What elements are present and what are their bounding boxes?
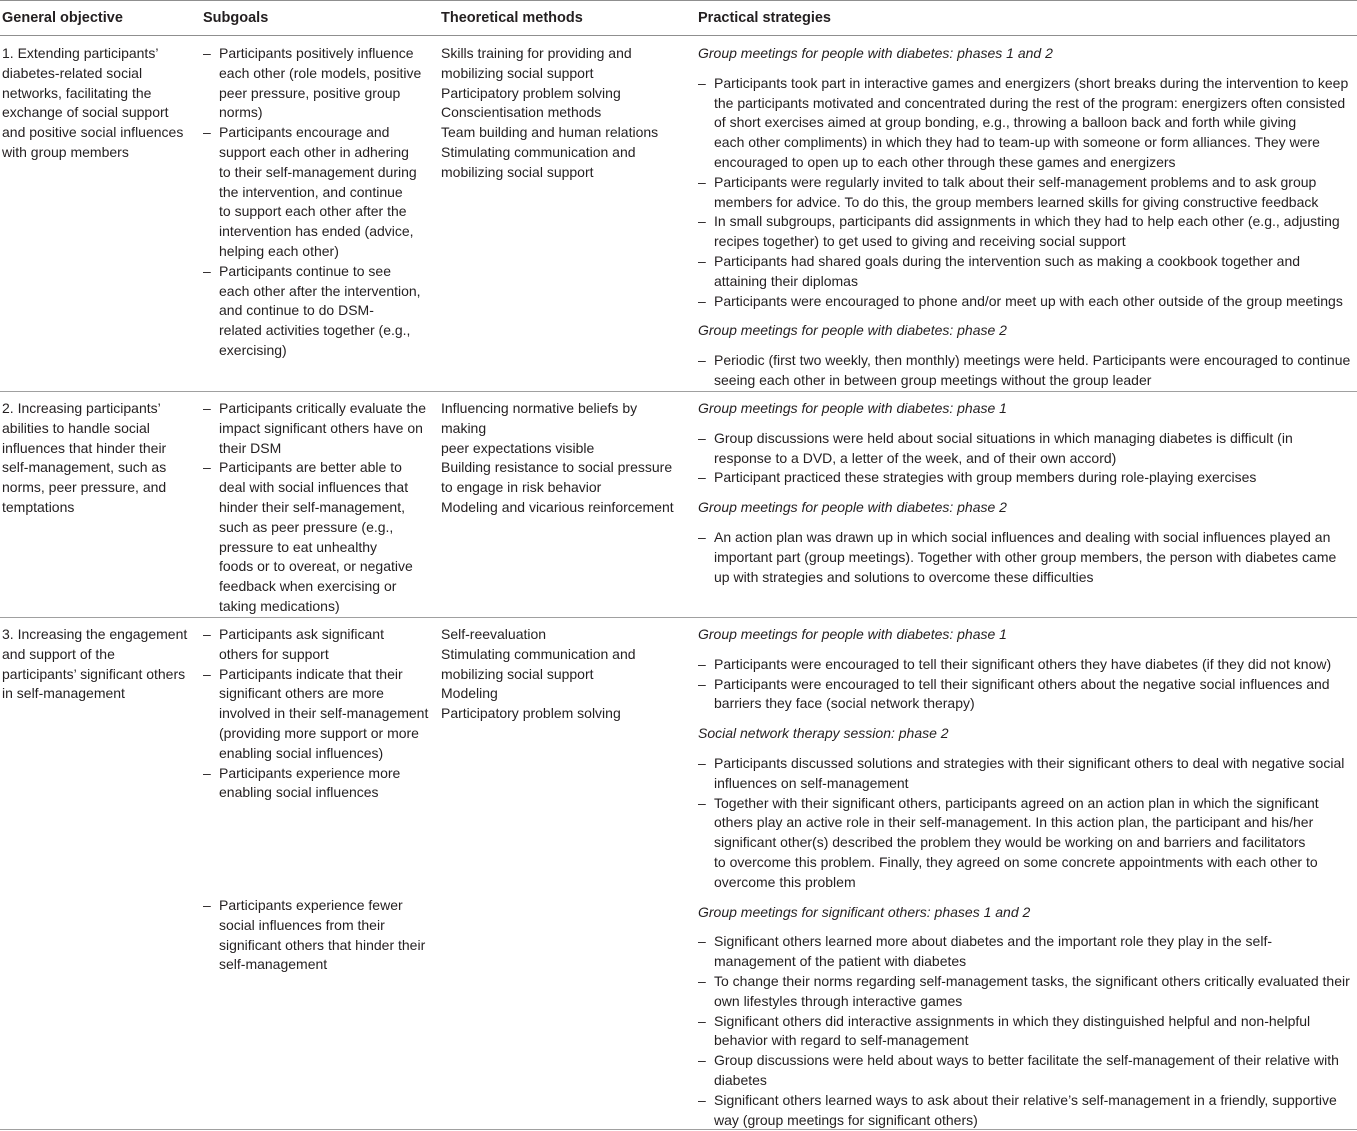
strategy-item [698,932,1357,972]
subgoal-item [203,625,429,665]
text-line: up with strategies and solutions to overcome these difficulties [714,568,1094,585]
subgoal-item [203,896,429,975]
text-line: Stimulating communication and [441,143,636,160]
text-line: attaining their diplomas [714,272,858,289]
section-gap [698,488,1357,498]
strategy-section-title: Group meetings for people with diabetes: phases 1 and 2 [698,45,1053,61]
section-gap [698,714,1357,724]
text-line: Participatory problem solving [441,84,621,101]
methods-cell [441,399,686,518]
strategy-section-title: Group meetings for people with diabetes: phase 1 [698,400,1007,416]
text-line: recipes together) to get used to giving and receiving social support [714,233,1126,250]
text-line: networks, facilitating the [2,84,152,101]
strategy-item [698,1051,1357,1091]
text-line: social influences from their [219,916,385,933]
text-line: Participants were encouraged to phone and/or meet up with each other outside of the group meetings [714,292,1343,309]
text-line: management of the patient with diabetes [714,953,967,970]
text-line: way (group meetings for significant others) [714,1111,978,1128]
text-line: mobilizing social support [441,665,594,682]
text-line: participants’ significant others [2,665,186,682]
text-line: Participants critically evaluate the [219,400,426,416]
text-line: overcome this problem [714,873,856,890]
text-line: involved in their self-management [219,705,429,722]
text-line: Participants positively influence [219,45,414,61]
subgoals-cell [203,399,429,617]
strategy-item [698,351,1357,391]
text-line: pressure to eat unhealthy [219,538,377,555]
strategy-section-title: Group meetings for people with diabetes: phase 1 [698,626,1007,642]
text-line: and positive social influences [2,124,184,141]
text-line: Participants experience more [219,764,401,781]
text-line: each other compliments) in which they had to team-up with someone or form alliances. They were [714,134,1320,151]
text-line: mobilizing social support [441,64,594,81]
text-line: influences on self-management [714,774,909,791]
text-line: mobilizing social support [441,163,594,180]
text-line: foods or to overeat, or negative [219,558,413,575]
text-line: own lifestyles through interactive games [714,992,963,1009]
subgoal-item [203,262,429,361]
objective-cell [2,399,192,518]
subgoal-item [203,399,429,458]
header-general-objective: General objective [2,10,123,26]
strategy-item [698,1012,1357,1052]
text-line: Building resistance to social pressure [441,459,673,476]
text-line: Participants took part in interactive games and energizers (short breaks during the intervention to keep [714,74,1349,91]
text-line: significant other(s) described the problem they would be working on and barriers and facilitators [714,834,1306,851]
text-line: Influencing normative beliefs by making [441,400,638,436]
text-line: self-management, such as [2,459,167,476]
text-line: enabling social influences) [219,744,384,761]
text-line: of short exercises aimed at group bonding, e.g., throwing a balloon back and forth while giving [714,114,1297,131]
text-line: (providing more support or more [219,724,419,741]
text-line: feedback when exercising or [219,578,397,595]
strategy-list [698,754,1357,893]
subgoal-item [203,44,429,123]
text-line: barriers they face (social network therapy) [714,695,975,712]
text-line: Participants are better able to [219,459,402,476]
objective-cell [2,625,192,704]
text-line: Significant others learned more about diabetes and the important role they play in the self- [714,933,1272,950]
text-line: support each other in adhering [219,143,409,160]
text-line: exercising) [219,341,287,358]
text-line: Participants were regularly invited to talk about their self-management problems and to ask group [714,173,1317,190]
strategy-section-title: Group meetings for people with diabetes: phase 2 [698,499,1007,516]
title-gap [698,922,1357,932]
text-line: 3. Increasing the engagement [2,626,188,642]
text-line: impact significant others have on [219,419,423,436]
strategy-section-title: Group meetings for significant others: phases 1 and 2 [698,903,1031,920]
section-gap [698,311,1357,321]
text-line: taking medications) [219,597,340,614]
text-line: such as peer pressure (e.g., [219,518,394,535]
text-line: Participants discussed solutions and strategies with their significant others to deal with negative social [714,754,1345,771]
text-line: to overcome this problem. Finally, they agreed on some concrete appointments with each other to [714,853,1318,870]
text-line: diabetes [714,1071,767,1088]
text-line: Participatory problem solving [441,705,621,722]
text-line: Participants experience fewer [219,897,403,913]
text-line: Group discussions were held about ways to better facilitate the self-management of their relative with [714,1052,1339,1069]
strategy-list [698,932,1357,1130]
text-line: Participants were encouraged to tell their significant others about the negative social influences and [714,675,1330,692]
subgoals-cell [203,44,429,361]
text-line: and support of the [2,645,115,662]
strategy-item [698,794,1357,893]
text-line: Participants ask significant [219,626,384,642]
text-line: their DSM [219,439,282,456]
row-divider [0,617,1357,618]
title-gap [698,645,1357,655]
subgoal-item [203,123,429,262]
section-gap [698,893,1357,903]
table-header-row [0,0,1357,36]
text-line: An action plan was drawn up in which social influences and dealing with social influences played an [714,528,1331,545]
text-line: deal with social influences that [219,479,409,496]
strategy-list [698,351,1357,391]
text-line: Periodic (first two weekly, then monthly) meetings were held. Participants were encouraged to continue [714,352,1351,369]
strategy-item [698,292,1357,312]
text-line: Team building and human relations [441,124,659,141]
strategy-item [698,675,1357,715]
subgoal-list [203,44,429,361]
text-line: the participants motivated and concentrated during the rest of the program: energizers often consisted [714,94,1346,111]
row-divider [0,1129,1357,1130]
text-line: self-management [219,956,328,973]
text-line: to support each other after the [219,203,407,220]
methods-cell [441,625,686,724]
text-line: Skills training for providing and [441,45,632,61]
strategy-item [698,655,1357,675]
text-line: the intervention, and continue [219,183,403,200]
title-gap [698,744,1357,754]
text-line: to their self-management during [219,163,417,180]
text-line: To change their norms regarding self-management tasks, the significant others critically evaluated their [714,972,1350,989]
text-line: temptations [2,498,75,515]
objective-cell [2,44,192,163]
methods-cell [441,44,686,183]
subgoal-item [203,458,429,616]
strategy-item [698,252,1357,292]
text-line: enabling social influences [219,784,379,801]
text-line: Stimulating communication and [441,645,636,662]
strategy-list [698,655,1357,714]
subgoal-item [203,764,429,804]
subgoals-cell-extra [203,896,429,975]
title-gap [698,518,1357,528]
text-line: Group discussions were held about social situations in which managing diabetes is difficult (in [714,429,1293,446]
strategy-item [698,972,1357,1012]
text-line: seeing each other in between group meetings without the group leader [714,371,1152,388]
text-line: with group members [2,143,129,160]
text-line: 1. Extending participants’ [2,45,159,61]
strategy-item [698,528,1357,587]
header-practical-strategies: Practical strategies [698,10,831,26]
text-line: others for support [219,645,329,662]
text-line: related activities together (e.g., [219,322,411,339]
text-line: Conscientisation methods [441,104,602,121]
row-divider [0,391,1357,392]
text-line: hinder their self-management, [219,498,405,515]
strategies-cell [698,399,1357,587]
text-line: significant others that hinder their [219,936,426,953]
strategy-item [698,429,1357,469]
text-line: Modeling [441,685,498,702]
strategy-item [698,754,1357,794]
text-line: In small subgroups, participants did assignments in which they had to help each other (e.g., adjusting [714,213,1340,230]
subgoal-list [203,399,429,617]
subgoals-cell [203,625,429,803]
header-subgoals: Subgoals [203,10,269,26]
text-line: peer pressure, positive group [219,84,401,101]
strategy-list [698,429,1357,488]
subgoal-item [203,665,429,764]
title-gap [698,341,1357,351]
header-theoretical-methods: Theoretical methods [441,10,583,26]
text-line: peer expectations visible [441,439,595,456]
text-line: important part (group meetings). Together with other group members, the person with diabetes came [714,548,1337,565]
strategies-cell [698,44,1357,391]
text-line: encouraged to open up to each other through these games and energizers [714,153,1176,170]
strategy-list [698,528,1357,587]
text-line: in self-management [2,685,125,702]
text-line: Participants had shared goals during the intervention such as making a cookbook together and [714,252,1301,269]
strategy-list [698,74,1357,312]
text-line: Significant others learned ways to ask about their relative’s self-management in a friendly, supportive [714,1091,1337,1108]
text-line: 2. Increasing participants’ [2,400,161,416]
text-line: each other (role models, positive [219,64,422,81]
text-line: Participants encourage and [219,124,390,141]
text-line: helping each other) [219,242,339,259]
title-gap [698,419,1357,429]
text-line: Significant others did interactive assignments in which they distinguished helpful and non-helpful [714,1012,1311,1029]
text-line: behavior with regard to self-management [714,1032,969,1049]
strategy-item [698,212,1357,252]
title-gap [698,64,1357,74]
subgoal-list [203,896,429,975]
text-line: exchange of social support [2,104,169,121]
text-line: significant others are more [219,685,384,702]
text-line: diabetes-related social [2,64,143,81]
text-line: and continue to do DSM- [219,302,374,319]
text-line: abilities to handle social [2,419,150,436]
text-line: Together with their significant others, participants agreed on an action plan in which the significant [714,794,1319,811]
text-line: norms, peer pressure, and [2,479,167,496]
text-line: norms) [219,104,263,121]
subgoal-list [203,625,429,803]
text-line: Participants continue to see [219,262,391,279]
strategy-item [698,74,1357,173]
strategy-item [698,1091,1357,1131]
text-line: intervention has ended (advice, [219,223,414,240]
text-line: Participants indicate that their [219,665,403,682]
text-line: each other after the intervention, [219,282,421,299]
strategy-item [698,173,1357,213]
text-line: to engage in risk behavior [441,479,602,496]
strategy-section-title: Social network therapy session: phase 2 [698,725,949,742]
strategies-cell [698,625,1357,1130]
text-line: others play an active role in their self-management. In this action plan, the participant and his/her [714,814,1314,831]
strategy-item [698,468,1357,488]
text-line: Participant practiced these strategies with group members during role-playing exercises [714,469,1257,486]
text-line: members for advice. To do this, the group members learned skills for giving constructive feedback [714,193,1319,210]
text-line: Participants were encouraged to tell their significant others they have diabetes (if they did not know) [714,655,1332,672]
text-line: Modeling and vicarious reinforcement [441,498,674,515]
text-line: influences that hinder their [2,439,167,456]
text-line: Self-reevaluation [441,626,547,642]
strategy-section-title: Group meetings for people with diabetes: phase 2 [698,322,1007,339]
text-line: response to a DVD, a letter of the week, and of their own accord) [714,449,1117,466]
